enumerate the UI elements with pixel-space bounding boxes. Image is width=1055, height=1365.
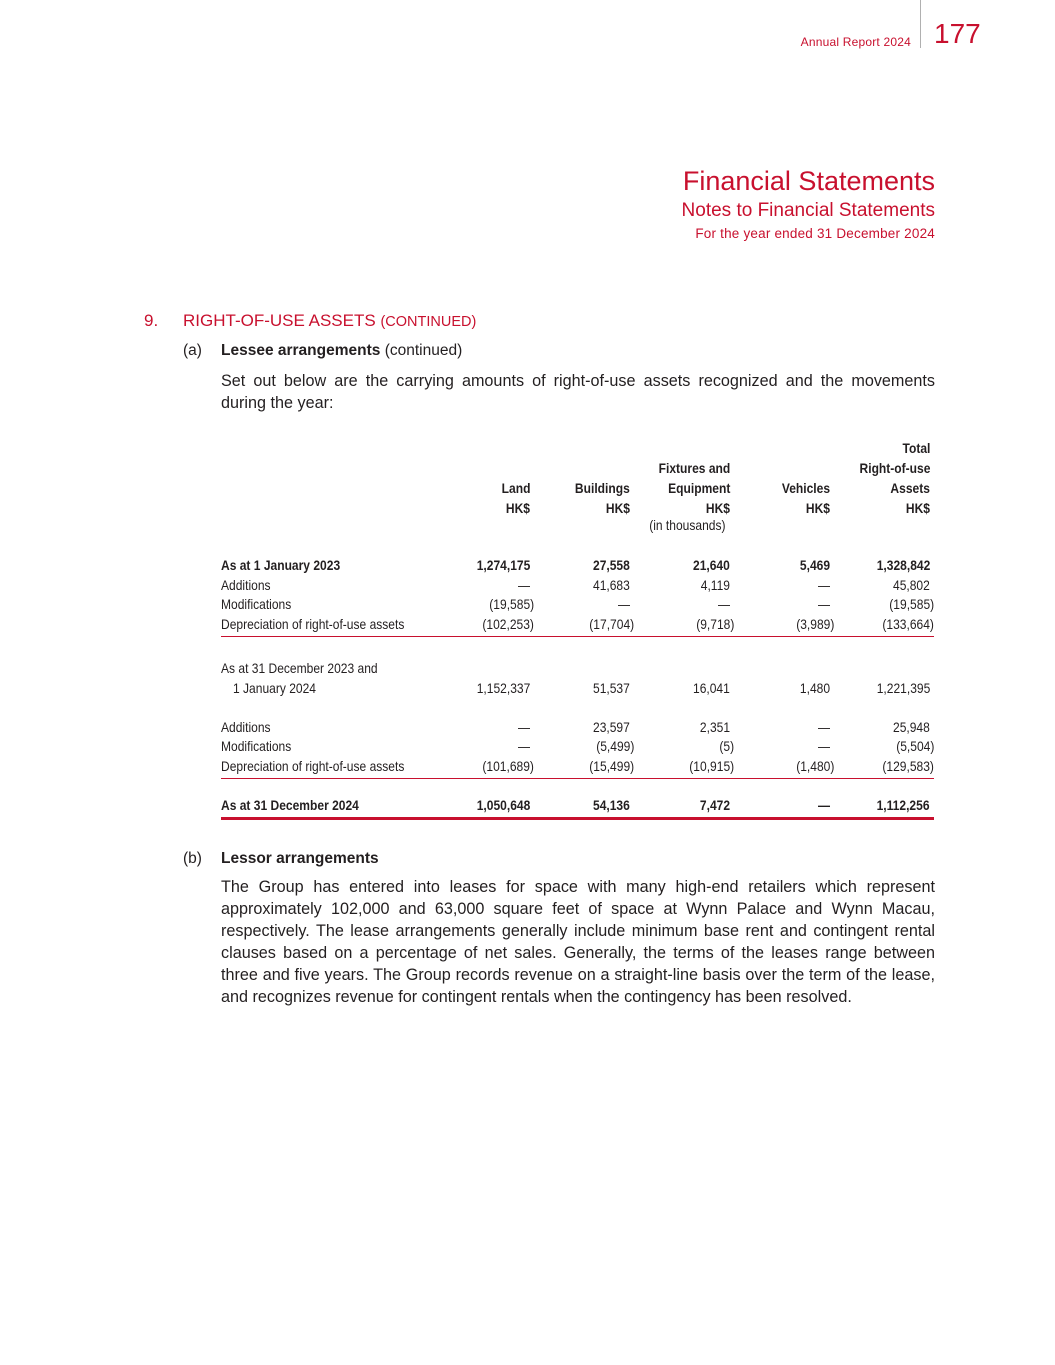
column-header: HK$	[605, 500, 630, 516]
table-cell: (5,504)	[895, 738, 934, 754]
column-header: Total	[902, 440, 930, 456]
row-label: 1 January 2024	[233, 680, 317, 696]
table-cell: (5,499)	[595, 738, 634, 754]
table-cell: 4,119	[700, 577, 730, 593]
table-cell: —	[617, 596, 630, 612]
row-label: Modifications	[221, 738, 292, 754]
subsection-a-title-suffix: (continued)	[384, 342, 463, 359]
document-period: For the year ended 31 December 2024	[695, 226, 935, 241]
page-number: 177	[934, 18, 981, 49]
total-rule	[221, 817, 934, 820]
table-cell: 7,472	[699, 797, 730, 813]
table-cell: —	[817, 596, 830, 612]
table-cell: 16,041	[693, 680, 730, 696]
table-cell: (1,480)	[795, 758, 834, 774]
column-header: HK$	[705, 500, 730, 516]
table-cell: 54,136	[593, 797, 630, 813]
table-cell: 1,050,648	[476, 797, 530, 813]
subtotal-rule	[221, 778, 934, 779]
table-cell: (133,664)	[882, 616, 934, 632]
unit-note: (in thousands)	[649, 517, 726, 533]
section-title-text: RIGHT-OF-USE ASSETS	[183, 311, 376, 330]
row-label: Modifications	[221, 596, 292, 612]
section-title	[183, 311, 476, 331]
title-block	[682, 164, 935, 244]
section-number: 9.	[144, 311, 159, 330]
table-cell: —	[817, 738, 830, 754]
table-cell: —	[817, 797, 830, 813]
table-cell: 1,328,842	[876, 557, 930, 573]
subsection-a-title-text: Lessee arrangements	[221, 342, 381, 359]
column-header: Buildings	[575, 480, 630, 496]
table-cell: (19,585)	[889, 596, 934, 612]
column-header: Right-of-use	[859, 460, 930, 476]
table-cell: 51,537	[593, 680, 630, 696]
table-cell: 25,948	[893, 719, 930, 735]
column-header: Land	[501, 480, 530, 496]
row-label: Depreciation of right-of-use assets	[221, 758, 405, 774]
subsection-a-intro: Set out below are the carrying amounts of right-of-use assets recognized and the movements during the year:	[221, 372, 935, 412]
table-cell: (15,499)	[589, 758, 634, 774]
column-header: Assets	[890, 480, 930, 496]
subtotal-rule	[221, 636, 934, 637]
table-cell: 23,597	[593, 719, 630, 735]
table-cell: 41,683	[593, 577, 630, 593]
column-header: Fixtures and	[658, 460, 730, 476]
table-cell: —	[817, 719, 830, 735]
subsection-b-letter: (b)	[183, 850, 202, 867]
subsection-a-letter: (a)	[183, 342, 202, 359]
table-cell: (3,989)	[795, 616, 834, 632]
table-cell: (19,585)	[489, 596, 534, 612]
column-header: Equipment	[667, 480, 730, 496]
table-cell: —	[817, 577, 830, 593]
row-label: Depreciation of right-of-use assets	[221, 616, 405, 632]
table-cell: 27,558	[593, 557, 630, 573]
table-cell: —	[517, 577, 530, 593]
table-cell: (17,704)	[589, 616, 634, 632]
table-cell: 5,469	[799, 557, 830, 573]
table-cell: 1,480	[799, 680, 830, 696]
row-label: Additions	[221, 577, 271, 593]
subsection-b-body: The Group has entered into leases for space with many high-end retailers which represent approximately 102,000 and 63,000 square feet of space at Wynn Palace and Wynn Macau, respectively. The lease arrangements generally include minimum base rent and contingent rental clauses based on a percentage of net sales. Generally, the terms of the leases range between three and five years. The Group records revenue on a straight-line basis over the term of the lease, and recognizes revenue for contingent rentals when the contingency has been resolved.	[221, 878, 935, 1006]
table-cell: (10,915)	[689, 758, 734, 774]
row-label: As at 31 December 2023 and	[221, 660, 378, 676]
subsection-b-title	[221, 850, 379, 868]
column-header: HK$	[805, 500, 830, 516]
table-cell: 2,351	[699, 719, 730, 735]
table-cell: 1,152,337	[476, 680, 530, 696]
row-label: As at 1 January 2023	[221, 557, 341, 573]
table-cell: —	[517, 738, 530, 754]
section-title-suffix: (CONTINUED)	[380, 314, 477, 330]
header-divider	[920, 0, 921, 48]
row-label: As at 31 December 2024	[221, 797, 359, 813]
column-header: Vehicles	[781, 480, 830, 496]
table-cell: 45,802	[893, 577, 930, 593]
table-cell: (101,689)	[482, 758, 534, 774]
column-header: HK$	[905, 500, 930, 516]
subsection-a-title	[221, 342, 462, 360]
subsection-b-title-text: Lessor arrangements	[221, 850, 379, 867]
report-label: Annual Report 2024	[800, 35, 911, 49]
table-cell: (129,583)	[882, 758, 934, 774]
table-cell: 21,640	[693, 557, 730, 573]
table-cell: (9,718)	[695, 616, 734, 632]
table-cell: 1,221,395	[876, 680, 930, 696]
row-label: Additions	[221, 719, 271, 735]
table-cell: (102,253)	[482, 616, 534, 632]
table-cell: —	[517, 719, 530, 735]
table-cell: (5)	[719, 738, 734, 754]
column-header: HK$	[505, 500, 530, 516]
document-title: Financial Statements	[682, 166, 935, 196]
table-cell: —	[717, 596, 730, 612]
table-cell: 1,274,175	[476, 557, 530, 573]
document-subtitle: Notes to Financial Statements	[681, 200, 935, 221]
table-cell: 1,112,256	[877, 797, 930, 813]
